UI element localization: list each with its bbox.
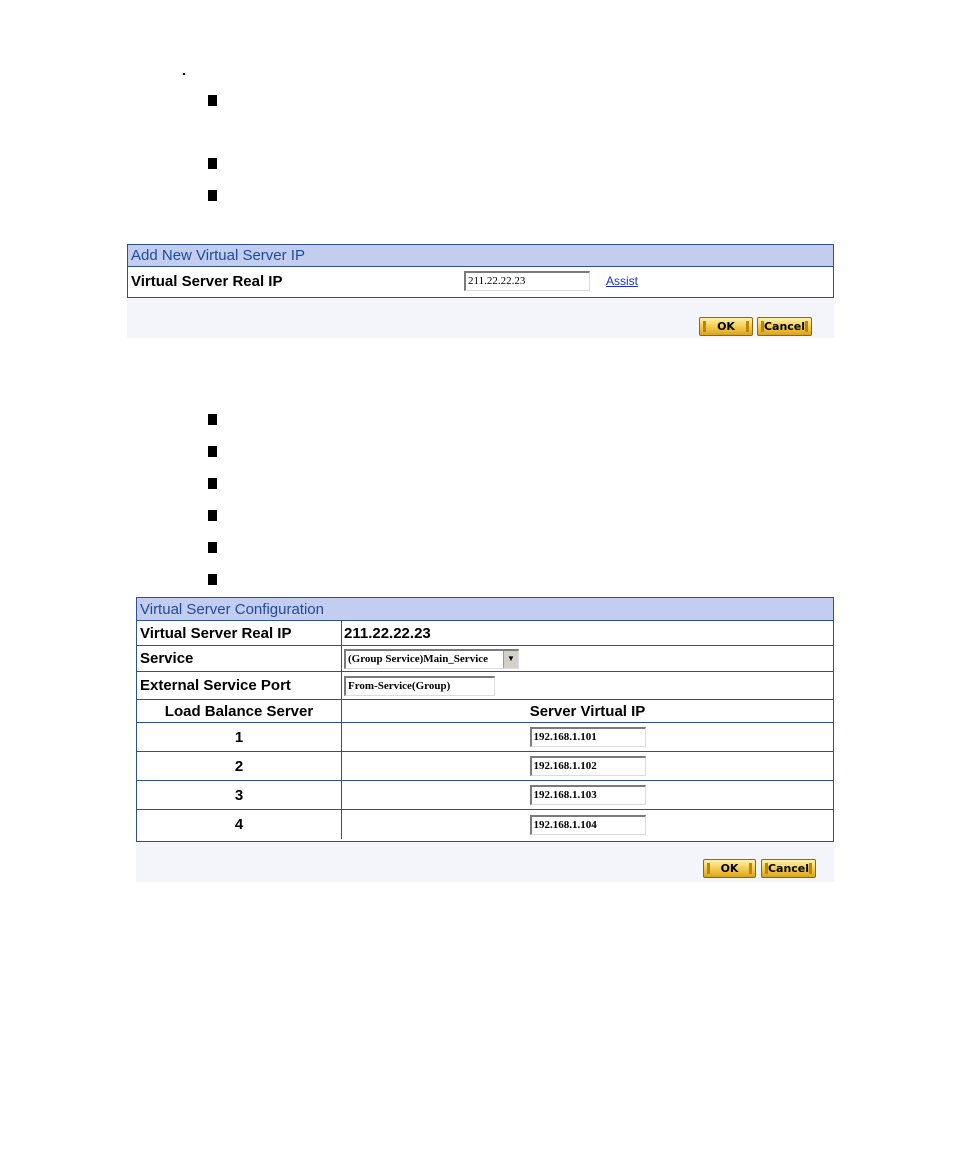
ext-port-label: External Service Port — [137, 672, 342, 699]
real-ip-cell — [464, 267, 833, 295]
server-ip-cell — [342, 752, 833, 780]
ext-port-cell — [342, 672, 833, 699]
server-ip-cell — [342, 781, 833, 809]
cancel-button[interactable]: Cancel — [761, 859, 816, 878]
server-number: 4 — [137, 810, 342, 839]
service-cell — [342, 646, 833, 671]
vip-header: Server Virtual IP — [529, 702, 646, 720]
bullet-square-icon — [208, 190, 217, 201]
service-label: Service — [137, 646, 342, 671]
server-ip-input[interactable]: 192.168.1.102 — [530, 756, 646, 776]
real-ip-input[interactable]: 211.22.22.23 — [464, 271, 590, 291]
config-real-ip-label: Virtual Server Real IP — [137, 621, 342, 645]
server-ip-input[interactable]: 192.168.1.101 — [530, 727, 646, 747]
real-ip-row — [128, 267, 833, 295]
add-form-title: Add New Virtual Server IP — [128, 245, 833, 267]
real-ip-value-text: 211.22.22.23 — [344, 624, 431, 642]
service-selected-value: (Group Service)Main_Service — [348, 652, 489, 665]
server-number: 3 — [137, 781, 342, 809]
bullet-square-icon — [208, 446, 217, 457]
lb-header: Load Balance Server — [137, 700, 342, 722]
config-real-ip-value — [342, 621, 833, 645]
real-ip-label: Virtual Server Real IP — [131, 272, 283, 290]
table-row — [137, 781, 833, 810]
bullet-square-icon — [208, 510, 217, 521]
bullet-square-icon — [208, 542, 217, 553]
server-number: 2 — [137, 752, 342, 780]
bullet-square-icon — [208, 414, 217, 425]
config-form-title: Virtual Server Configuration — [137, 598, 833, 621]
table-row — [137, 810, 833, 839]
bullet-square-icon — [208, 95, 217, 106]
server-number: 1 — [137, 723, 342, 751]
virtual-server-config-table — [136, 597, 834, 842]
service-row — [137, 646, 833, 672]
bullet-square-icon — [208, 478, 217, 489]
server-ip-cell — [342, 723, 833, 751]
cancel-button[interactable]: Cancel — [757, 317, 812, 336]
server-ip-input[interactable]: 192.168.1.104 — [530, 815, 646, 835]
add-virtual-server-table — [127, 244, 834, 298]
ok-button[interactable]: OK — [699, 317, 753, 336]
config-real-ip-row — [137, 621, 833, 646]
ext-port-row — [137, 672, 833, 700]
table-row — [137, 752, 833, 781]
chevron-down-icon[interactable]: ▼ — [503, 651, 518, 668]
service-select[interactable] — [344, 649, 519, 669]
ok-button[interactable]: OK — [703, 859, 756, 878]
server-ip-cell — [342, 810, 833, 839]
server-ip-input[interactable]: 192.168.1.103 — [530, 785, 646, 805]
bullet-dot — [183, 73, 185, 75]
ext-port-input[interactable]: From-Service(Group) — [344, 676, 495, 696]
table-row — [137, 723, 833, 752]
lb-header-row — [137, 700, 833, 723]
bullet-square-icon — [208, 574, 217, 585]
bullet-square-icon — [208, 158, 217, 169]
assist-link[interactable]: Assist — [606, 274, 639, 288]
